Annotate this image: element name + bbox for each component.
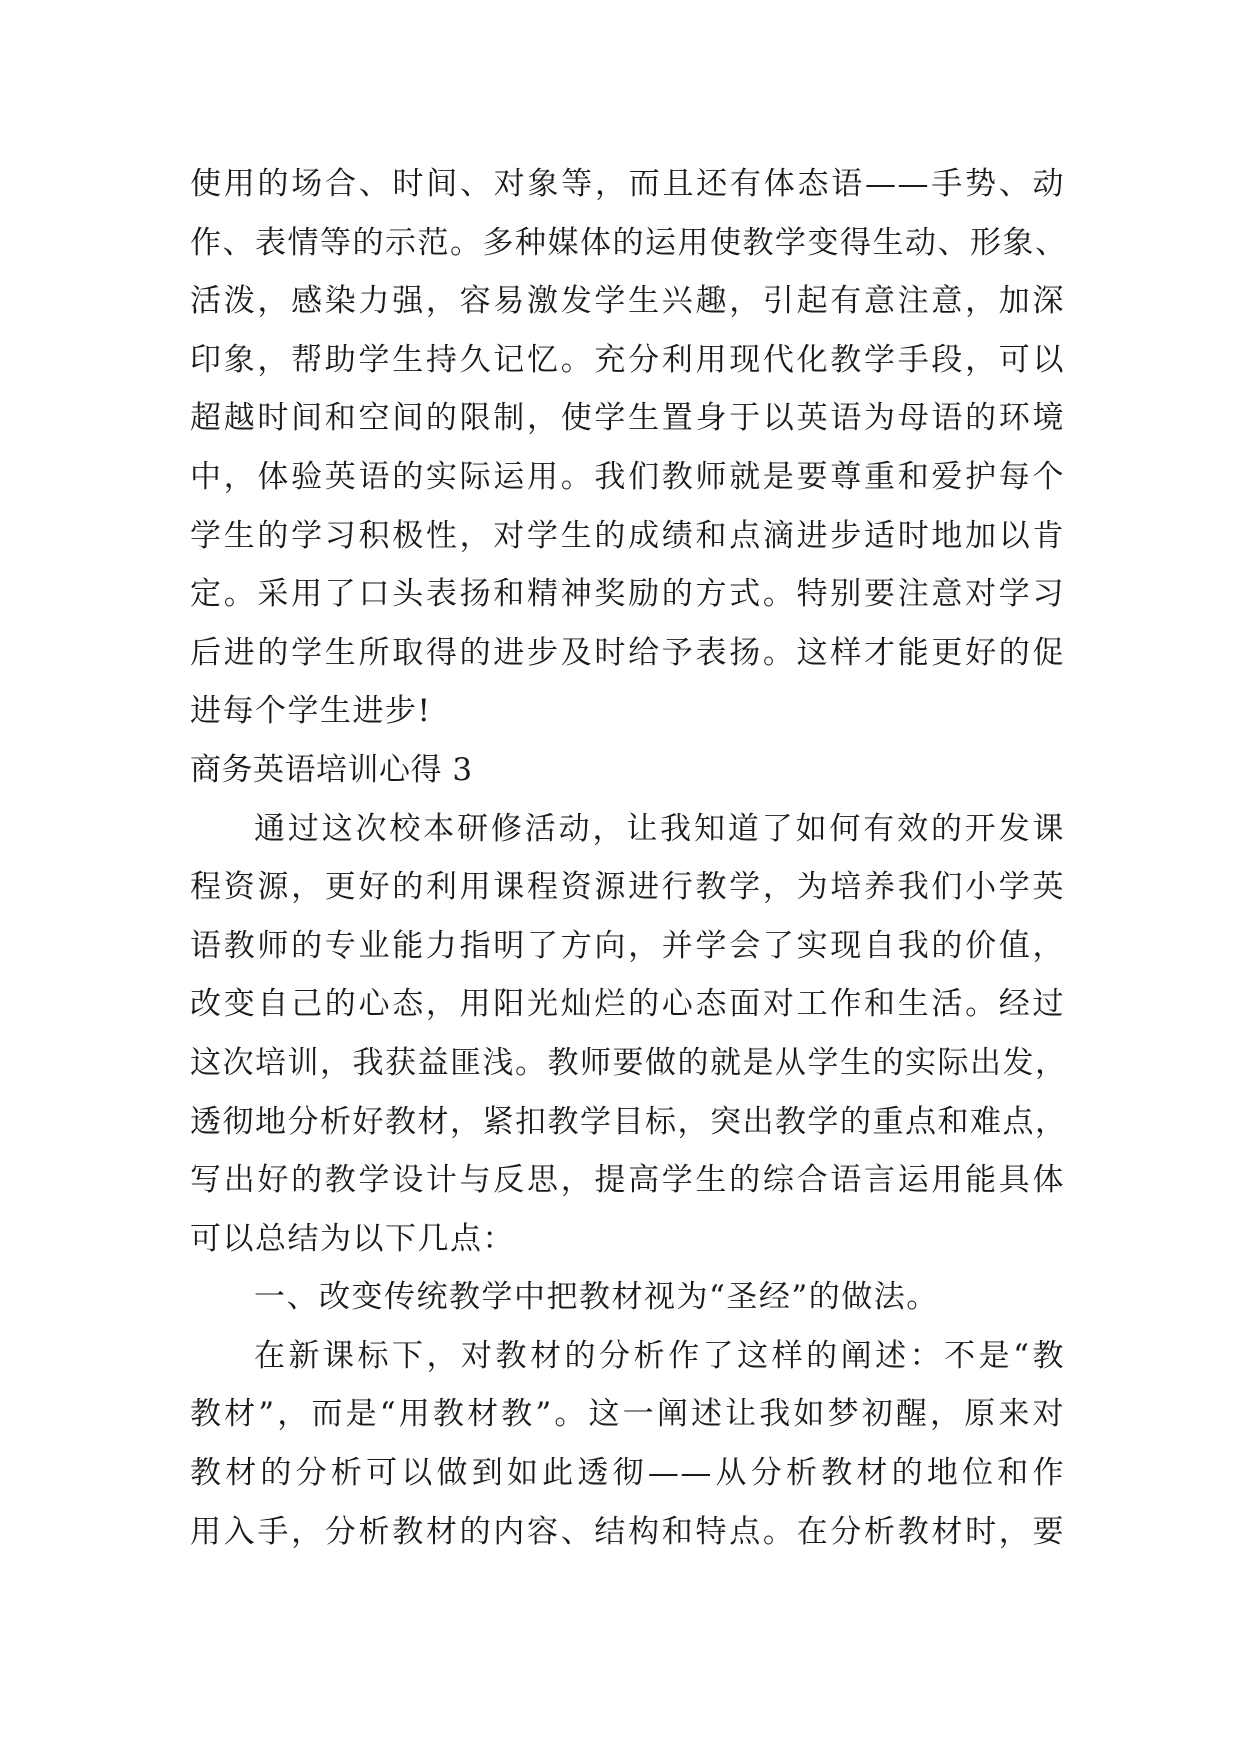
point-1-heading: 一、改变传统教学中把教材视为“圣经”的做法。 — [254, 1279, 939, 1316]
text-line: 语教师的专业能力指明了方向，并学会了实现自我的价值， — [190, 927, 1065, 964]
text-line-first: 在新课标下，对教材的分析作了这样的阐述：不是“教 — [254, 1337, 1065, 1374]
paragraph-3 — [190, 1327, 1065, 1561]
paragraph-1 — [190, 155, 1068, 741]
text-line: 中，体验英语的实际运用。我们教师就是要尊重和爱护每个 — [190, 458, 1065, 495]
text-line-last: 可以总结为以下几点： — [190, 1220, 515, 1257]
text-line: 后进的学生所取得的进步及时给予表扬。这样才能更好的促 — [190, 634, 1065, 671]
text-line: 教材”，而是“用教材教”。这一阐述让我如梦初醒，原来对 — [190, 1396, 1065, 1433]
text-line: 印象，帮助学生持久记忆。充分利用现代化教学手段，可以 — [190, 341, 1065, 378]
text-line: 使用的场合、时间、对象等，而且还有体态语——手势、动 — [190, 166, 1065, 202]
text-line: 改变自己的心态，用阳光灿烂的心态面对工作和生活。经过 — [190, 986, 1065, 1023]
text-line-last: 进每个学生进步! — [190, 693, 432, 730]
text-line: 学生的学习积极性，对学生的成绩和点滴进步适时地加以肯 — [190, 517, 1065, 554]
text-line: 写出好的教学设计与反思，提高学生的综合语言运用能具体 — [190, 1162, 1065, 1199]
section-heading: 商务英语培训心得 3 — [190, 751, 473, 788]
document-body — [190, 155, 1068, 1561]
text-line: 作、表情等的示范。多种媒体的运用使教学变得生动、形象、 — [190, 224, 1068, 261]
text-line: 程资源，更好的利用课程资源进行教学，为培养我们小学英 — [190, 869, 1065, 906]
text-line-first: 通过这次校本研修活动，让我知道了如何有效的开发课 — [254, 810, 1065, 847]
text-line: 教材的分析可以做到如此透彻——从分析教材的地位和作 — [190, 1455, 1065, 1492]
text-line: 超越时间和空间的限制，使学生置身于以英语为母语的环境 — [190, 400, 1065, 437]
text-line: 定。采用了口头表扬和精神奖励的方式。特别要注意对学习 — [190, 576, 1065, 613]
paragraph-2 — [190, 800, 1068, 1269]
text-line: 用入手，分析教材的内容、结构和特点。在分析教材时，要 — [190, 1513, 1065, 1550]
text-line: 透彻地分析好教材，紧扣教学目标，突出教学的重点和难点， — [190, 1103, 1068, 1140]
text-line: 活泼，感染力强，容易激发学生兴趣，引起有意注意，加深 — [190, 283, 1065, 320]
text-line: 这次培训，我获益匪浅。教师要做的就是从学生的实际出发， — [190, 1044, 1068, 1081]
